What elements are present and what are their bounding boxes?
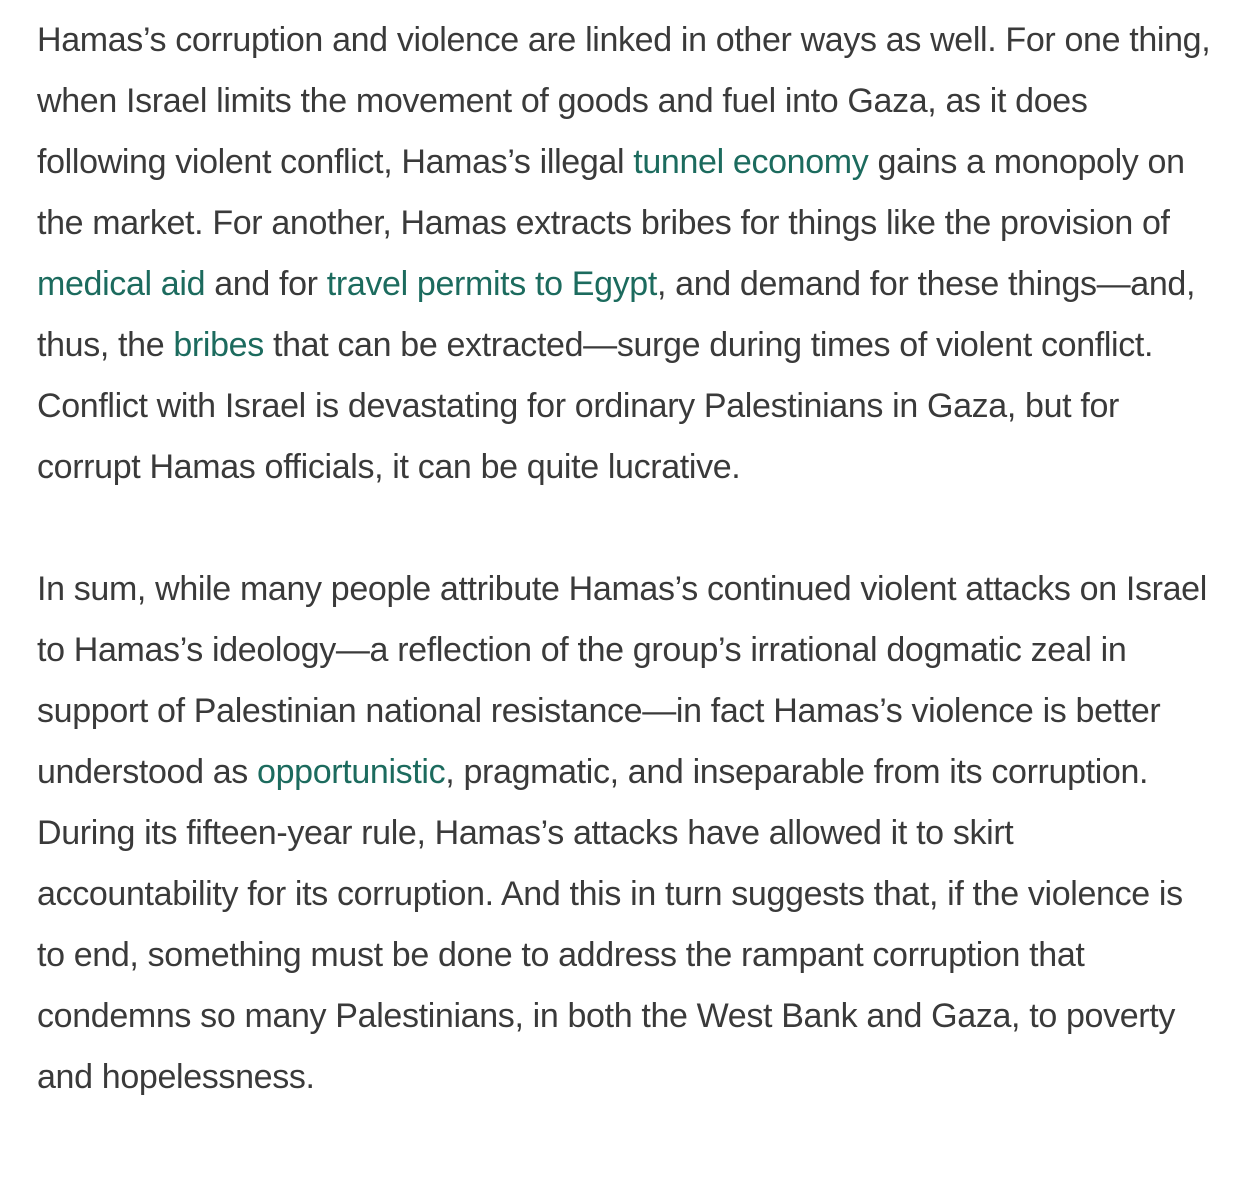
paragraph-corruption-violence [37, 10, 1217, 498]
text-segment: and for [205, 265, 327, 303]
paragraph-in-sum [37, 559, 1217, 1108]
text-segment: Hamas’s corruption and violence are linked in other ways as well. For one thing, when Israel limits the movement of goods and fuel into Gaza, as it does following violent conflict, Hamas’s illegal [37, 21, 1211, 181]
tunnel-economy-link[interactable]: tunnel economy [633, 143, 869, 181]
medical-aid-link[interactable]: medical aid [37, 265, 206, 303]
text-segment: In sum, while many people attribute Hamas’s continued violent attacks on Israel to Hamas’s ideology—a reflection of the group’s irrational dogmatic zeal in support of Palestinian national resistance—in fact Hamas’s violence is better understood as [37, 570, 1207, 791]
travel-permits-link[interactable]: travel permits to Egypt [326, 265, 657, 303]
bribes-link[interactable]: bribes [173, 326, 264, 364]
article-body [37, 10, 1217, 1108]
opportunistic-link[interactable]: opportunistic [257, 753, 446, 791]
text-segment: gains a monopoly on the market. For another, Hamas extracts bribes for things like the provision of [37, 143, 1185, 242]
text-segment: that can be extracted—surge during times of violent conflict. Conflict with Israel is devastating for ordinary Palestinians in Gaza, but for corrupt Hamas officials, it can be quite lucrative. [37, 326, 1154, 486]
text-segment: , and demand for these things—and, thus, the [37, 265, 1196, 364]
text-segment: , pragmatic, and inseparable from its corruption. During its fifteen-year rule, Hamas’s attacks have allowed it to skirt accountability for its corruption. And this in turn suggests that, if the violence is to end, something must be done to address the rampant corruption that condemns so many Palestinians, in both the West Bank and Gaza, to poverty and hopelessness. [37, 753, 1183, 1096]
